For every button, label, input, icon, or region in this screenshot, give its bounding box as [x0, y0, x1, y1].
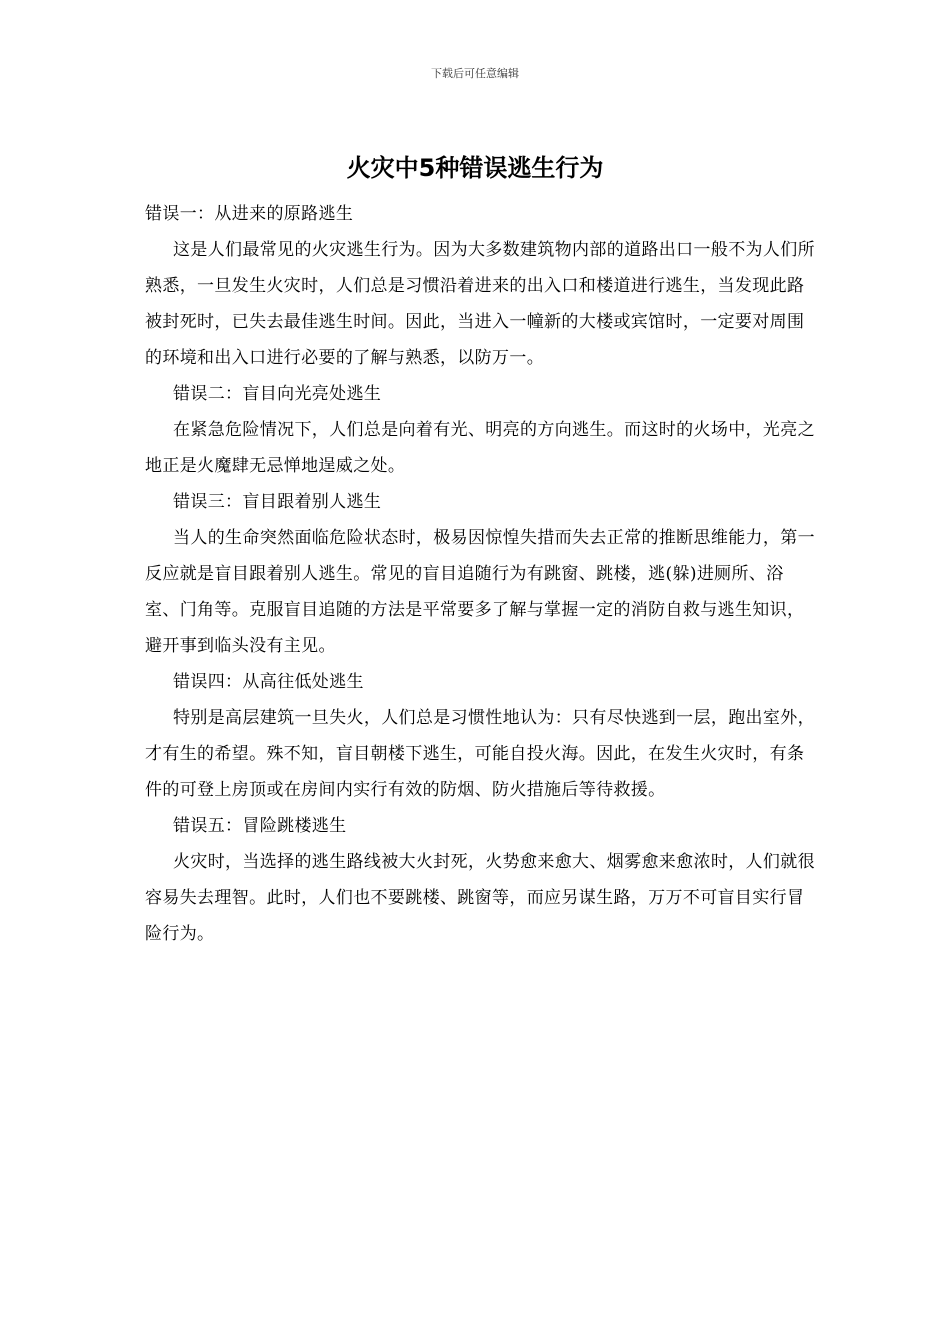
section-2-heading: 错误二：盲目向光亮处逃生 — [173, 384, 382, 404]
section-3-paragraph: 当人的生命突然面临危险状态时，极易因惊惶失措而失去正常的推断思维能力，第一反应就是盲目跟着别人逃生。常见的盲目追随行为有跳窗、跳楼，逃(躲)进厕所、浴室、门角等。克服盲目追随的方法是平常要多了解与掌握一定的消防自救与逃生知识，避开事到临头没有主见。 — [145, 528, 815, 656]
document-title: 火灾中5种错误逃生行为 — [346, 154, 604, 182]
section-4-paragraph: 特别是高层建筑一旦失火，人们总是习惯性地认为：只有尽快逃到一层，跑出室外，才有生的希望。殊不知，盲目朝楼下逃生，可能自投火海。因此，在发生火灾时，有条件的可登上房顶或在房间内实行有效的防烟、防火措施后等待救援。 — [145, 708, 815, 800]
section-5-heading: 错误五：冒险跳楼逃生 — [173, 816, 347, 836]
document-body — [145, 196, 817, 952]
section-5-paragraph: 火灾时，当选择的逃生路线被大火封死，火势愈来愈大、烟雾愈来愈浓时，人们就很容易失去理智。此时，人们也不要跳楼、跳窗等，而应另谋生路，万万不可盲目实行冒险行为。 — [145, 852, 815, 944]
header-note: 下载后可任意编辑 — [431, 67, 519, 80]
section-4-heading: 错误四：从高往低处逃生 — [173, 672, 364, 692]
section-1-paragraph: 这是人们最常见的火灾逃生行为。因为大多数建筑物内部的道路出口一般不为人们所熟悉，一旦发生火灾时，人们总是习惯沿着进来的出入口和楼道进行逃生，当发现此路被封死时，已失去最佳逃生时间。因此，当进入一幢新的大楼或宾馆时，一定要对周围的环境和出入口进行必要的了解与熟悉，以防万一。 — [145, 240, 815, 368]
section-1-heading: 错误一：从进来的原路逃生 — [145, 204, 354, 224]
section-2-paragraph: 在紧急危险情况下，人们总是向着有光、明亮的方向逃生。而这时的火场中，光亮之地正是火魔肆无忌惮地逞威之处。 — [145, 420, 815, 476]
section-3-heading: 错误三：盲目跟着别人逃生 — [173, 492, 382, 512]
